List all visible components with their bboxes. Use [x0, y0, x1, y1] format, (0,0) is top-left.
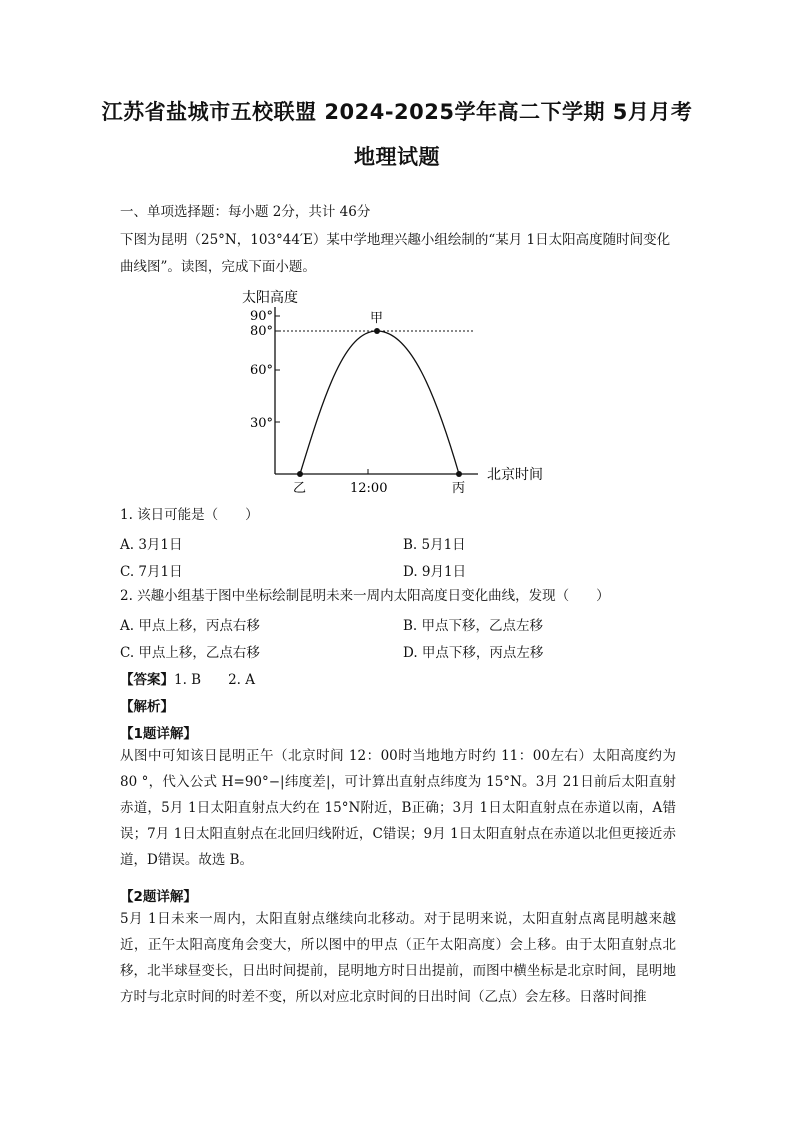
q2-option-c: C. 甲点上移，乙点右移	[120, 645, 260, 661]
y-tick-30: 30°	[250, 416, 274, 431]
q2-option-b: B. 甲点下移，乙点左移	[403, 618, 544, 634]
intro-line-2: 曲线图”。读图，完成下面小题。	[120, 259, 316, 275]
chart-y-label: 太阳高度	[242, 290, 298, 306]
section-heading: 一、单项选择题：每小题 2分，共计 46分	[120, 204, 371, 220]
point-bing-label: 丙	[452, 481, 466, 496]
point-yi	[297, 471, 303, 477]
y-tick-60: 60°	[250, 363, 274, 378]
solar-altitude-curve	[300, 331, 459, 474]
detail1-text: 从图中可知该日昆明正午（北京时间 12：00时当地地方时约 11：00左右）太阳高度约为 80 °，代入公式 H=90°−|纬度差|，可计算出直射点纬度为 15°N。3月 21日前后太阳直射赤道，5月 1日太阳直射点大约在 15°N附近，B正确；3月 1日太阳直射点在赤道以南，A错误；7月 1日太阳直射点在北回归线附近，C错误；9月 1日太阳直射点在赤道以北但更接近赤道，D错误。故选 B。	[120, 748, 676, 868]
chart-x-label: 北京时间	[487, 467, 543, 483]
q2-stem: 2. 兴趣小组基于图中坐标绘制昆明未来一周内太阳高度日变化曲线，发现（ ）	[120, 588, 610, 604]
detail2-label: 【2题详解】	[120, 889, 197, 905]
answer-label: 【答案】	[120, 672, 174, 688]
answer-line	[120, 668, 255, 688]
analysis-label: 【解析】	[120, 699, 174, 715]
q1-option-d: D. 9月1日	[403, 564, 467, 580]
y-tick-80: 80°	[250, 324, 274, 339]
point-jia-label: 甲	[370, 311, 384, 326]
q1-stem: 1. 该日可能是（ ）	[120, 507, 259, 523]
q2-option-d: D. 甲点下移，丙点左移	[403, 645, 544, 661]
y-tick-90: 90°	[250, 309, 274, 324]
x-tick-1200: 12:00	[350, 481, 388, 496]
point-yi-label: 乙	[293, 481, 307, 496]
point-jia	[374, 328, 380, 334]
doc-title-line1: 江苏省盐城市五校联盟 2024-2025学年高二下学期 5月月考	[101, 100, 693, 124]
answer-text: 1. B 2. A	[174, 672, 256, 688]
solar-altitude-chart	[230, 282, 570, 500]
detail2-text: 5月 1日未来一周内，太阳直射点继续向北移动。对于昆明来说，太阳直射点离昆明越来越近，正午太阳高度角会变大，所以图中的甲点（正午太阳高度）会上移。由于太阳直射点北移，北半球昼变长，日出时间提前，昆明地方时日出提前，而图中横坐标是北京时间，昆明地方时与北京时间的时差不变，所以对应北京时间的日出时间（乙点）会左移。日落时间推	[120, 911, 676, 1005]
q1-option-b: B. 5月1日	[403, 537, 466, 553]
q2-option-a: A. 甲点上移，丙点右移	[120, 618, 260, 634]
q1-option-c: C. 7月1日	[120, 564, 183, 580]
detail1-label: 【1题详解】	[120, 726, 197, 742]
doc-title-line2: 地理试题	[354, 145, 440, 169]
intro-line-1: 下图为昆明（25°N，103°44′E）某中学地理兴趣小组绘制的“某月 1日太阳高度随时间变化	[120, 232, 671, 248]
point-bing	[456, 471, 462, 477]
q1-option-a: A. 3月1日	[120, 537, 183, 553]
